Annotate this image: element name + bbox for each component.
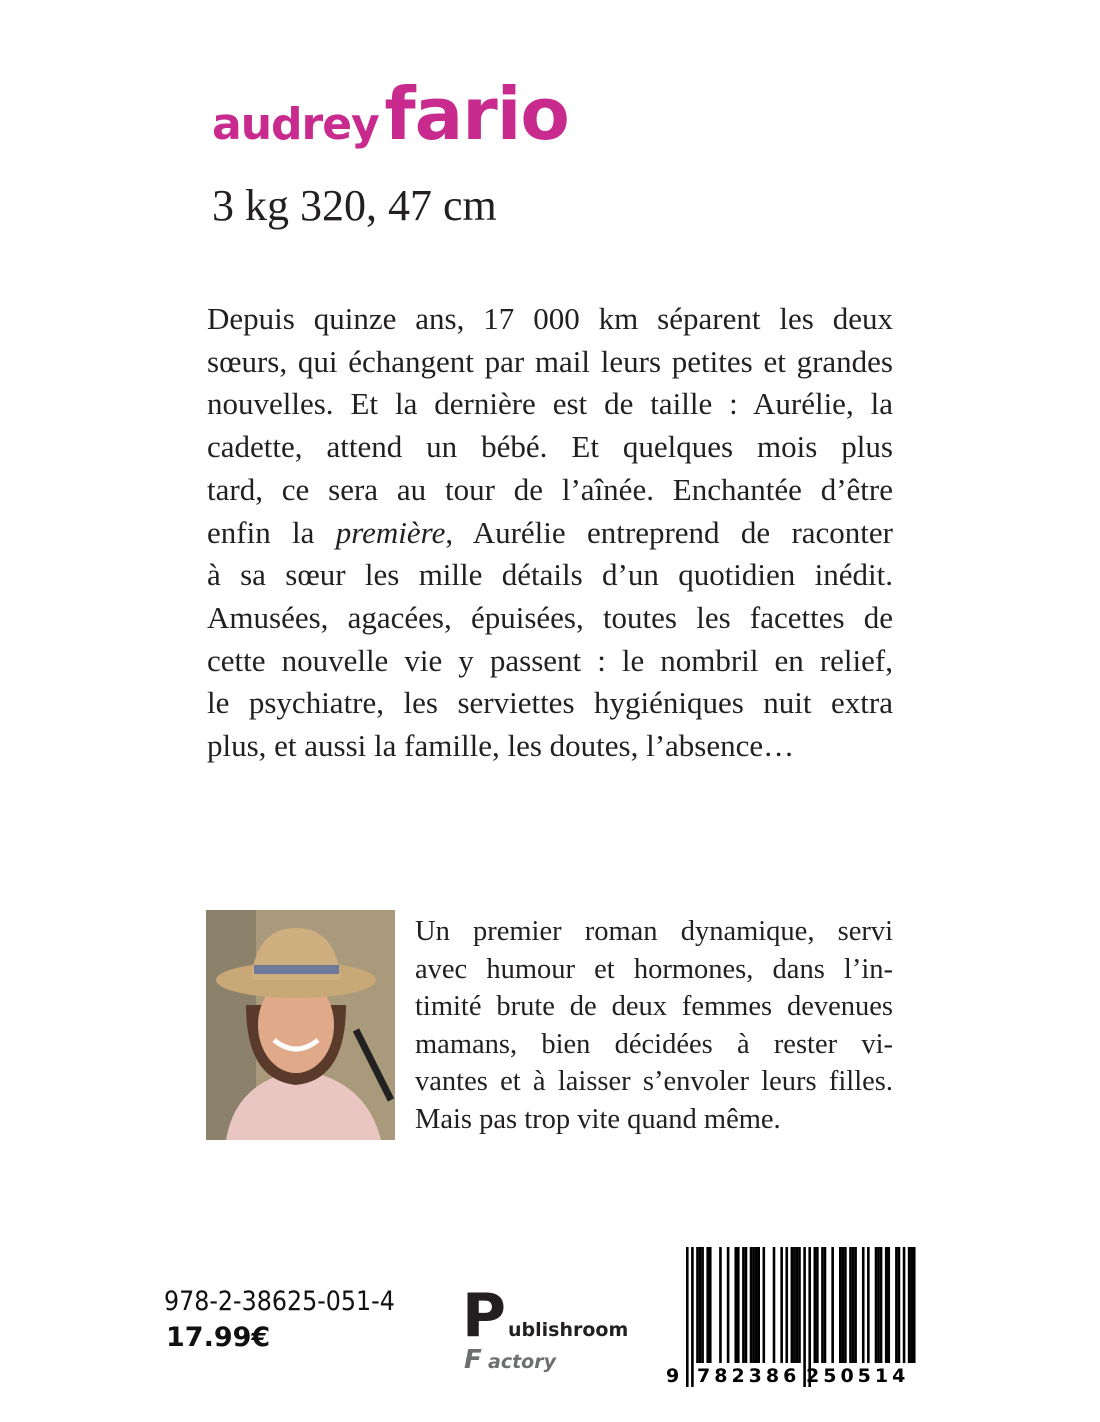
author-name — [212, 72, 569, 156]
barcode-bar — [763, 1247, 766, 1363]
barcode-bar — [831, 1247, 834, 1363]
barcode-bar — [898, 1247, 901, 1363]
barcode — [660, 1244, 920, 1388]
barcode-bar — [793, 1247, 796, 1363]
summary-line: tard, ce sera au tour de l’aînée. Enchantée d’être — [207, 471, 893, 507]
barcode-group-left: 782386 — [697, 1365, 801, 1387]
summary-line: nouvelles. Et la dernière est de taille : Aurélie, la — [207, 386, 893, 422]
barcode-bar — [696, 1247, 699, 1363]
logo-name-line2: actory — [488, 1351, 556, 1373]
summary-line: plus, et aussi la famille, les doutes, l’absence… — [207, 728, 795, 764]
barcode-bar — [791, 1247, 794, 1363]
summary-line — [207, 512, 893, 555]
summary-line: sœurs, qui échangent par mail leurs petites et grandes — [207, 343, 893, 379]
logo-name-line1: ublishroom — [508, 1319, 629, 1341]
barcode-bar — [910, 1247, 913, 1363]
barcode-bar — [745, 1247, 748, 1363]
barcode-bar — [842, 1247, 845, 1363]
barcode-bar — [875, 1247, 878, 1363]
barcode-bar — [709, 1247, 712, 1363]
publisher-logo — [462, 1278, 638, 1374]
barcode-bar — [885, 1247, 888, 1363]
barcode-group-right: 250514 — [806, 1365, 910, 1387]
barcode-bar — [757, 1247, 760, 1363]
book-title: 3 kg 320, 47 cm — [212, 181, 497, 230]
barcode-bar — [908, 1247, 911, 1363]
author-first-name: audrey — [212, 99, 379, 150]
price: 17.99€ — [166, 1322, 271, 1353]
barcode-bar — [691, 1247, 694, 1387]
author-last-name: fario — [384, 72, 569, 156]
author-photo — [206, 910, 395, 1140]
barcode-bar — [814, 1247, 817, 1363]
logo-letter-f: F — [464, 1345, 482, 1374]
summary-emphasis: première — [335, 514, 446, 550]
barcode-bar — [821, 1247, 824, 1363]
barcode-bar — [880, 1247, 883, 1363]
isbn: 978-2-38625-051-4 — [164, 1286, 395, 1317]
summary-line: le psychiatre, les serviettes hygiéniques nuit extra — [207, 685, 893, 721]
barcode-bar — [686, 1247, 689, 1387]
barcode-bar — [750, 1247, 753, 1363]
barcode-bar — [844, 1247, 847, 1363]
barcode-bar — [780, 1247, 783, 1363]
summary-line: Depuis quinze ans, 17 000 km séparent les deux — [207, 301, 893, 336]
barcode-bar — [816, 1247, 819, 1363]
barcode-bar — [877, 1247, 880, 1363]
barcode-bar — [839, 1247, 842, 1363]
summary-line: cette nouvelle vie y passent : le nombril en relief, — [207, 642, 893, 678]
logo-letter-p: P — [462, 1281, 506, 1351]
barcode-bar — [913, 1247, 916, 1363]
blurb-line: vantes et à laisser s’envoler leurs filles. — [415, 1066, 893, 1098]
barcode-bar — [701, 1247, 704, 1363]
summary-paragraph — [207, 298, 893, 768]
barcode-bar — [752, 1247, 755, 1363]
summary-line: à sa sœur les mille détails d’un quotidien inédit. — [207, 557, 893, 593]
barcode-bar — [796, 1247, 799, 1363]
barcode-bar — [903, 1247, 906, 1363]
blurb-line: Un premier roman dynamique, servi — [415, 916, 893, 947]
barcode-bar — [854, 1247, 857, 1363]
summary-line: Amusées, agacées, épuisées, toutes les facettes de — [207, 599, 893, 635]
barcode-bar — [895, 1247, 898, 1363]
barcode-bar — [849, 1247, 852, 1363]
barcode-bar — [734, 1247, 737, 1363]
author-portrait-icon — [206, 910, 395, 1140]
barcode-bar — [755, 1247, 758, 1363]
summary-text: , Aurélie entreprend de raconter — [445, 514, 893, 550]
barcode-bar — [773, 1247, 776, 1363]
blurb-line: Mais pas trop vite quand même. — [415, 1103, 781, 1135]
barcode-bar — [699, 1247, 702, 1363]
barcode-digit-first: 9 — [666, 1365, 680, 1387]
barcode-bar — [852, 1247, 855, 1363]
blurb-line: timité brute de deux femmes devenues — [415, 991, 893, 1023]
barcode-bar — [862, 1247, 865, 1363]
blurb-paragraph — [415, 913, 893, 1139]
blurb-line: avec humour et hormones, dans l’in- — [415, 953, 893, 985]
barcode-bar — [706, 1247, 709, 1363]
barcode-bar — [719, 1247, 722, 1363]
barcode-bar — [887, 1247, 890, 1363]
barcode-bar — [737, 1247, 740, 1363]
barcode-bar — [785, 1247, 788, 1363]
barcode-bar — [742, 1247, 745, 1363]
blurb-line: mamans, bien décidées à rester vi- — [415, 1028, 893, 1060]
barcode-bar — [824, 1247, 827, 1363]
summary-line: cadette, attend un bébé. Et quelques mois plus — [207, 429, 893, 465]
barcode-bar — [867, 1247, 870, 1363]
summary-text: enfin la — [207, 514, 336, 550]
barcode-bar — [727, 1247, 730, 1363]
barcode-bar — [798, 1247, 801, 1363]
